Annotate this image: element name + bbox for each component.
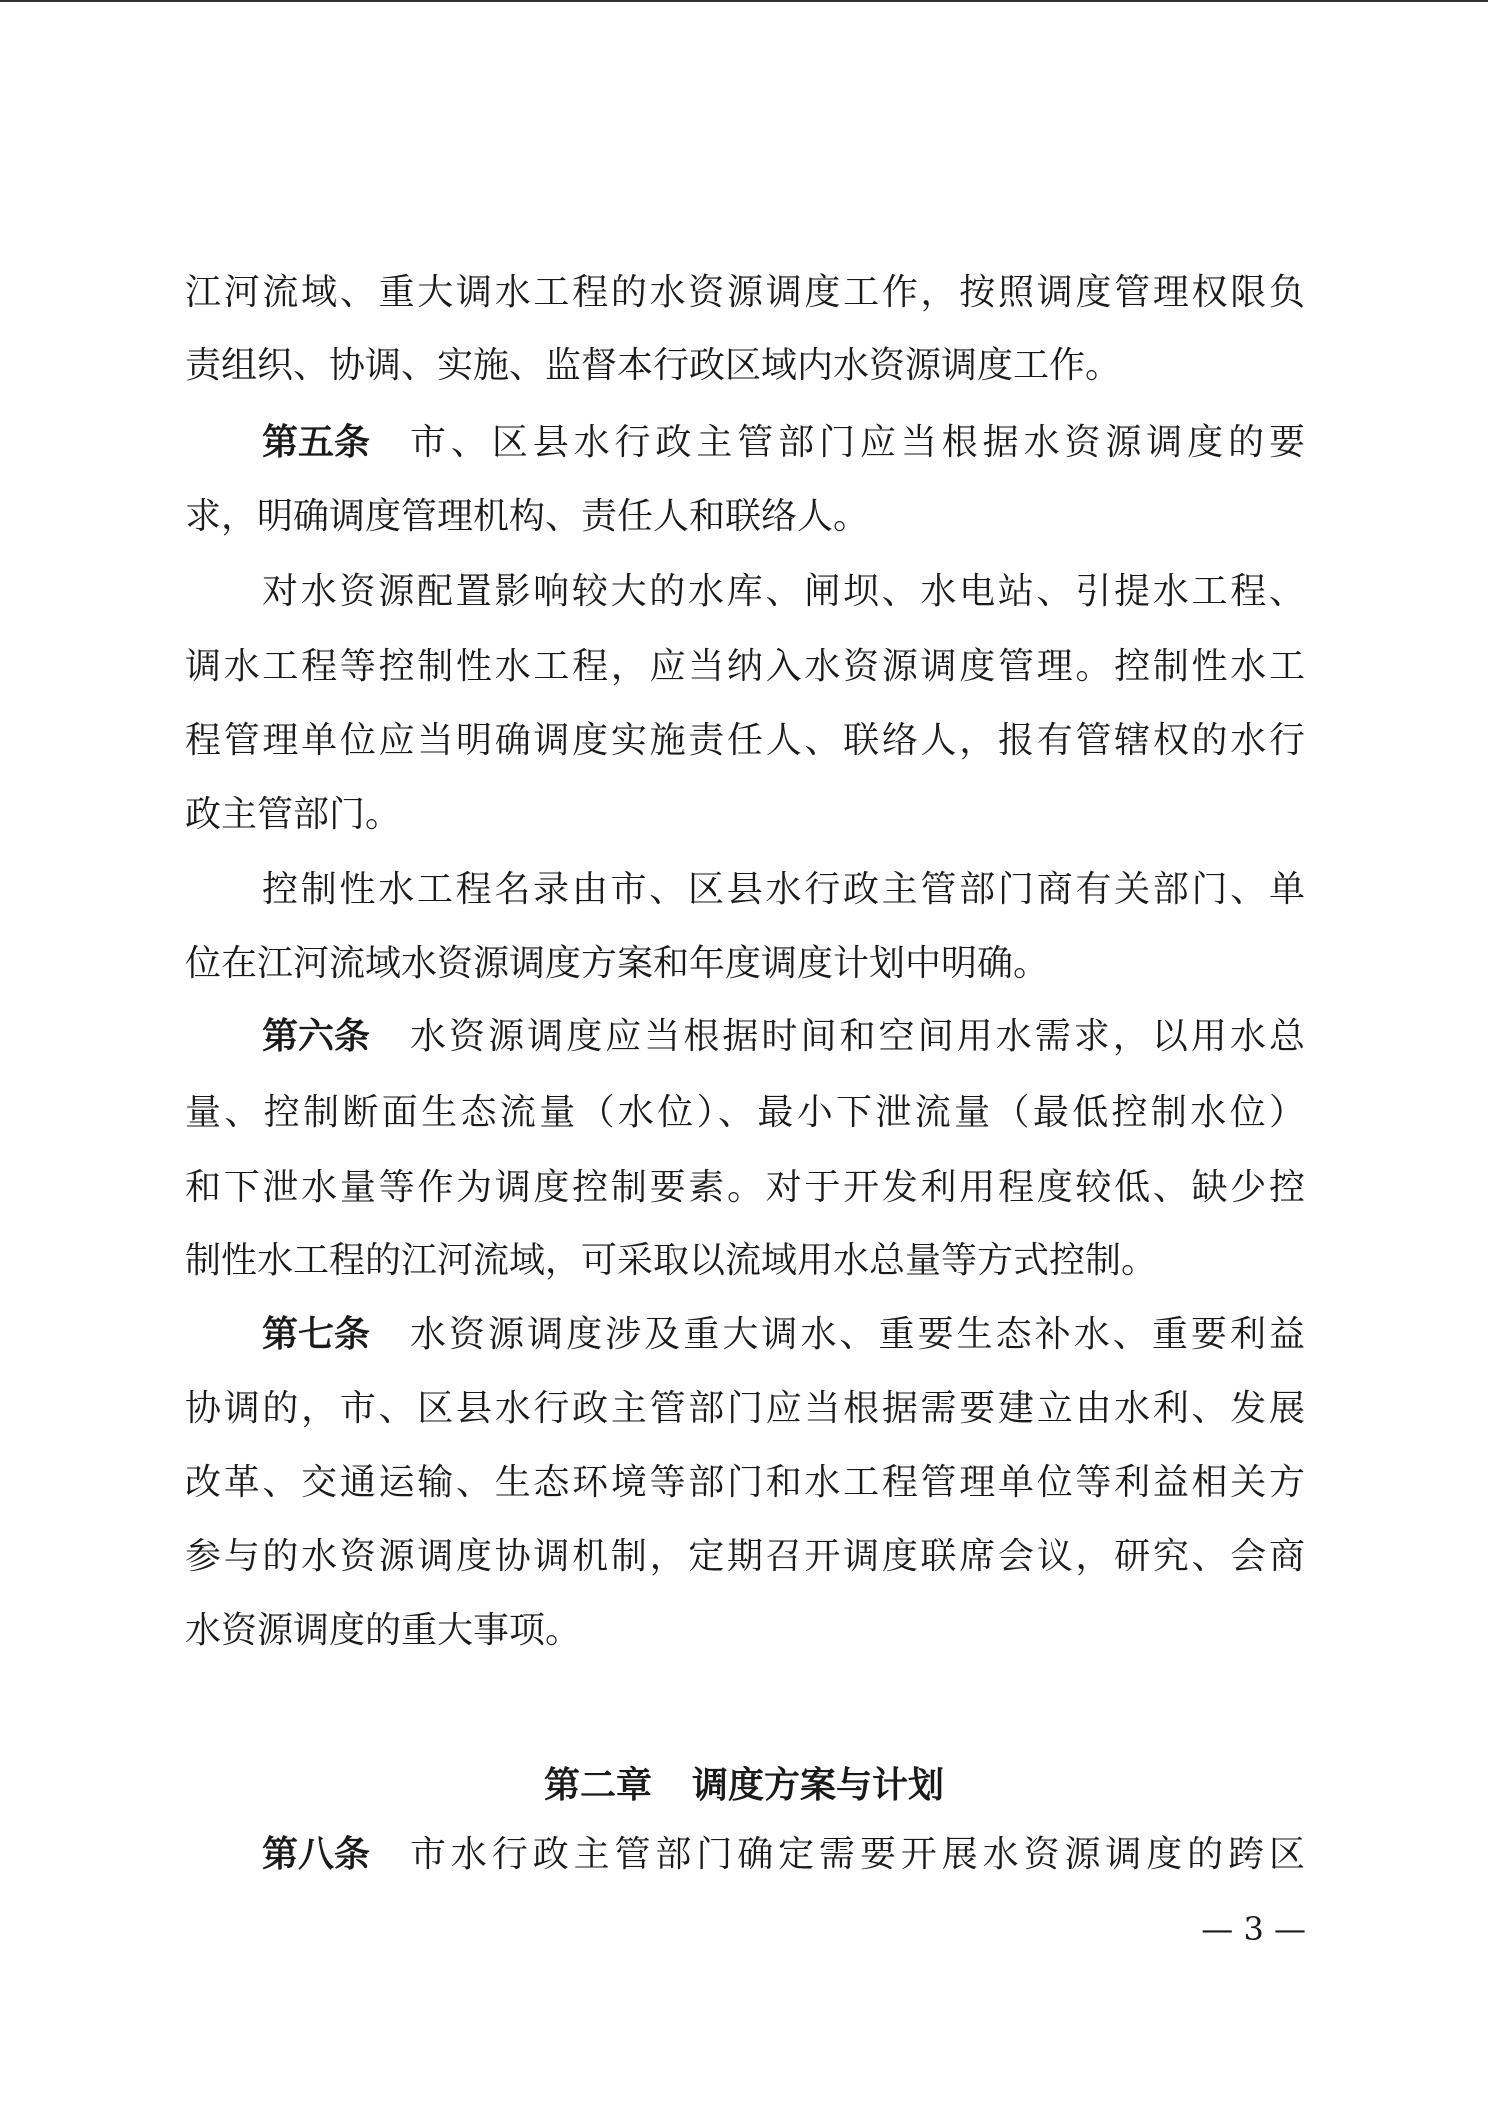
text-line (185, 1385, 1305, 1433)
line-text: 调水工程等控制性水工程，应当纳入水资源调度管理。控制性水工 (185, 646, 1305, 687)
article-label: 第六条 (262, 1016, 371, 1057)
text-line (185, 1607, 1305, 1655)
line-text: 水资源调度的重大事项。 (185, 1610, 582, 1651)
line-text: 协调的，市、区县水行政主管部门应当根据需要建立由水利、发展 (185, 1388, 1305, 1429)
text-line (185, 269, 1305, 317)
article-8-heading-line (262, 1831, 1305, 1879)
text-line (185, 493, 1305, 541)
page-border (0, 0, 1488, 2)
text-line (185, 1459, 1305, 1507)
line-text: 求，明确调度管理机构、责任人和联络人。 (185, 496, 870, 537)
line-text: 市、区县水行政主管部门应当根据水资源调度的要 (410, 422, 1305, 463)
line-text: 程管理单位应当明确调度实施责任人、联络人，报有管辖权的水行 (185, 720, 1305, 761)
article-7-heading-line (262, 1311, 1305, 1359)
line-text: 水资源调度涉及重大调水、重要生态补水、重要利益 (410, 1314, 1305, 1355)
text-line (185, 1533, 1305, 1581)
article-label: 第七条 (262, 1314, 371, 1355)
article-6-heading-line (262, 1013, 1305, 1061)
line-text: 和下泄水量等作为调度控制要素。对于开发利用程度较低、缺少控 (185, 1167, 1305, 1208)
text-line (262, 568, 1305, 616)
line-text: 市水行政主管部门确定需要开展水资源调度的跨区 (410, 1834, 1305, 1875)
text-line (185, 1237, 1305, 1285)
line-text: 改革、交通运输、生态环境等部门和水工程管理单位等利益相关方 (185, 1462, 1305, 1503)
line-text: 江河流域、重大调水工程的水资源调度工作，按照调度管理权限负 (185, 272, 1305, 313)
text-line (185, 643, 1305, 691)
article-5-heading-line (262, 419, 1305, 467)
line-text: 控制性水工程名录由市、区县水行政主管部门商有关部门、单 (262, 869, 1305, 910)
line-text: 责组织、协调、实施、监督本行政区域内水资源调度工作。 (185, 345, 1122, 386)
text-line (185, 342, 1305, 390)
line-text: 对水资源配置影响较大的水库、闸坝、水电站、引提水工程、 (262, 571, 1305, 612)
text-line (185, 1164, 1305, 1212)
text-line (185, 717, 1305, 765)
line-text: 位在江河流域水资源调度方案和年度调度计划中明确。 (185, 943, 1050, 984)
article-label: 第八条 (262, 1834, 371, 1875)
text-line (185, 1089, 1305, 1137)
chapter-title: 调度方案与计划 (692, 1765, 945, 1806)
line-text: 水资源调度应当根据时间和空间用水需求，以用水总 (410, 1016, 1305, 1057)
text-line (262, 866, 1305, 914)
text-line (185, 940, 1305, 988)
text-line (185, 791, 1305, 839)
line-text: 参与的水资源调度协调机制，定期召开调度联席会议，研究、会商 (185, 1536, 1305, 1577)
line-text: 量、控制断面生态流量（水位）、最小下泄流量（最低控制水位） (185, 1092, 1305, 1133)
chapter-heading (0, 1757, 1488, 1808)
line-text: 政主管部门。 (185, 794, 402, 835)
chapter-number: 第二章 (543, 1765, 652, 1806)
page-number: — 3 — (1201, 1910, 1306, 1948)
article-label: 第五条 (262, 422, 371, 463)
line-text: 制性水工程的江河流域，可采取以流域用水总量等方式控制。 (185, 1240, 1158, 1281)
